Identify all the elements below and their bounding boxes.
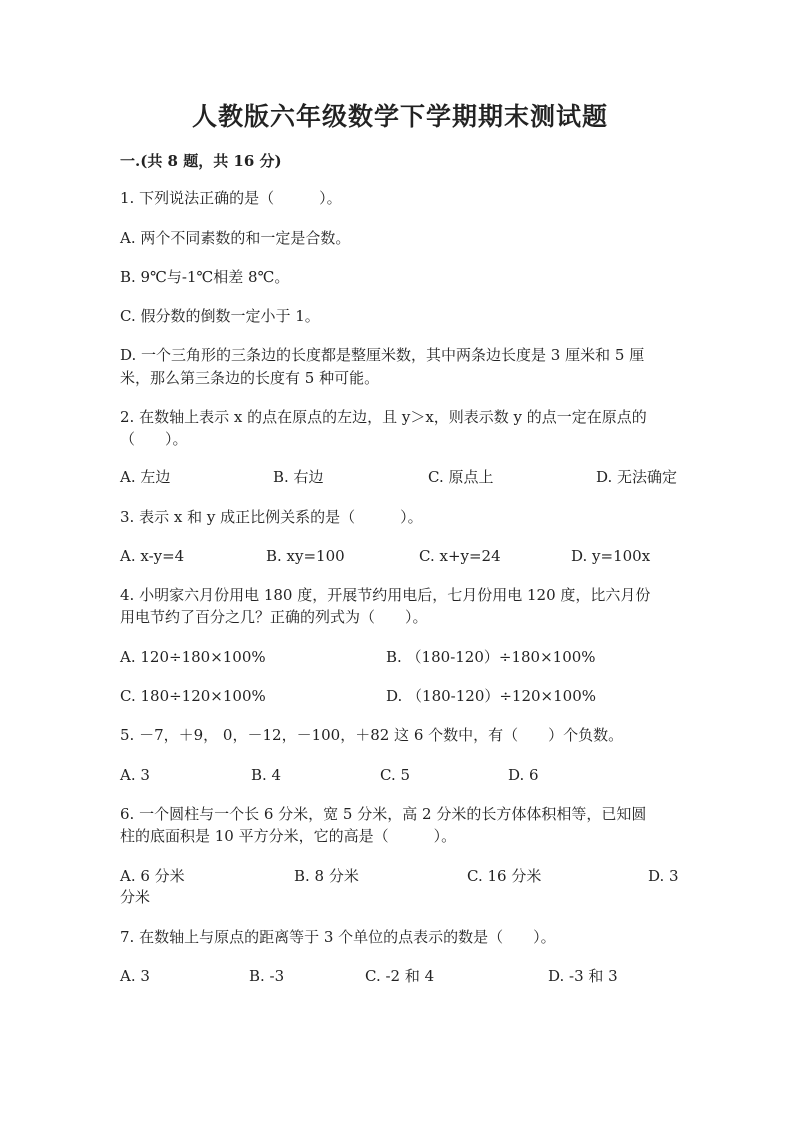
question-3-option-c: C. x+y=24 xyxy=(419,547,501,565)
question-2-option-a: A. 左边 xyxy=(120,468,171,486)
question-1-option-c: C. 假分数的倒数一定小于 1。 xyxy=(120,307,320,325)
question-1-option-d-line-2: 米，那么第三条边的长度有 5 种可能。 xyxy=(120,369,380,387)
question-5-option-d: D. 6 xyxy=(508,766,539,784)
question-1-stem: 1. 下列说法正确的是（ ）。 xyxy=(120,189,342,207)
question-4-stem-line-2: 用电节约了百分之几？正确的列式为（ ）。 xyxy=(120,608,428,626)
question-7-option-a: A. 3 xyxy=(120,967,150,985)
question-5-option-b: B. 4 xyxy=(251,766,282,784)
question-3-option-b: B. xy=100 xyxy=(266,547,345,565)
question-3-option-a: A. x-y=4 xyxy=(120,547,185,565)
page-title: 人教版六年级数学下学期期末测试题 xyxy=(191,102,608,131)
question-6-stem-line-1: 6. 一个圆柱与一个长 6 分米，宽 5 分米，高 2 分米的长方体体积相等，已知圆 xyxy=(120,805,647,823)
question-1-option-d-line-1: D. 一个三角形的三条边的长度都是整厘米数，其中两条边长度是 3 厘米和 5 厘 xyxy=(120,346,645,364)
question-4-option-b: B. （180-120）÷180×100% xyxy=(386,648,596,666)
question-4-option-a: A. 120÷180×100% xyxy=(120,648,266,666)
question-6-option-b: B. 8 分米 xyxy=(294,867,359,885)
question-2-stem-line-2: （ ）。 xyxy=(120,430,188,448)
question-1-option-a: A. 两个不同素数的和一定是合数。 xyxy=(120,229,351,247)
question-7-option-c: C. -2 和 4 xyxy=(365,967,435,985)
question-3-stem: 3. 表示 x 和 y 成正比例关系的是（ ）。 xyxy=(120,508,423,526)
question-3-option-d: D. y=100x xyxy=(571,547,651,565)
question-4-option-d: D. （180-120）÷120×100% xyxy=(386,687,597,705)
question-6-option-a: A. 6 分米 xyxy=(120,867,185,885)
section-heading: 一.(共 8 题，共 16 分) xyxy=(120,152,282,170)
question-6-option-d-wrap: 分米 xyxy=(120,888,151,906)
question-2-option-d: D. 无法确定 xyxy=(596,468,678,486)
question-7-stem: 7. 在数轴上与原点的距离等于 3 个单位的点表示的数是（ ）。 xyxy=(120,928,556,946)
question-6-option-d: D. 3 xyxy=(648,867,679,885)
question-7-option-b: B. -3 xyxy=(249,967,285,985)
question-7-option-d: D. -3 和 3 xyxy=(548,967,618,985)
question-6-stem-line-2: 柱的底面积是 10 平方分米，它的高是（ ）。 xyxy=(120,827,457,845)
question-5-option-c: C. 5 xyxy=(380,766,411,784)
question-2-option-b: B. 右边 xyxy=(273,468,324,486)
question-4-option-c: C. 180÷120×100% xyxy=(120,687,266,705)
question-4-stem-line-1: 4. 小明家六月份用电 180 度，开展节约用电后，七月份用电 120 度，比六月份 xyxy=(120,586,651,604)
question-6-option-c: C. 16 分米 xyxy=(467,867,542,885)
question-1-option-b: B. 9℃与-1℃相差 8℃。 xyxy=(120,268,290,286)
question-2-stem-line-1: 2. 在数轴上表示 x 的点在原点的左边，且 y＞x，则表示数 y 的点一定在原点的 xyxy=(120,408,647,426)
question-5-stem: 5. －7，＋9， 0，－12，－100，＋82 这 6 个数中，有（ ）个负数。 xyxy=(120,726,624,744)
question-2-option-c: C. 原点上 xyxy=(428,468,494,486)
question-5-option-a: A. 3 xyxy=(120,766,150,784)
